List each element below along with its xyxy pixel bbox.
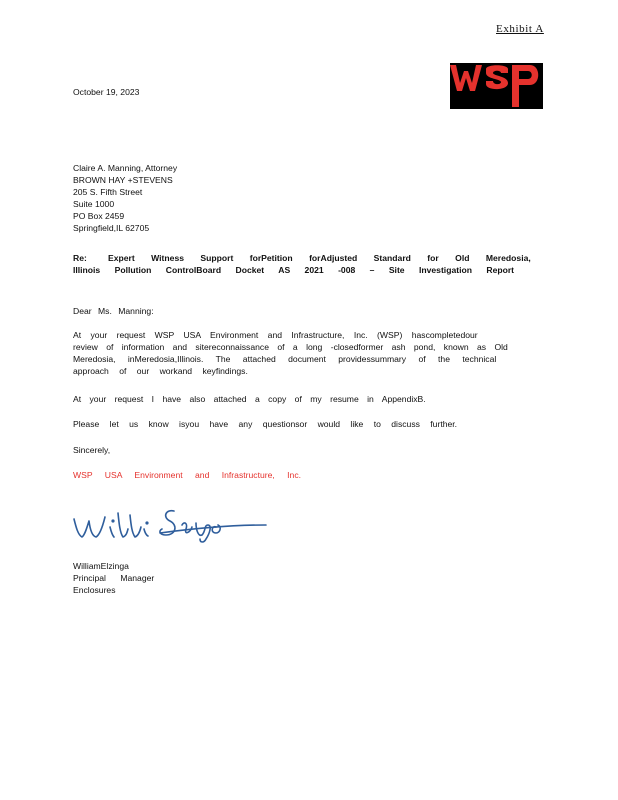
signer-name: WilliamElzinga [73,561,129,571]
company-name: WSP USA Environment and Infrastructure, Inc. [73,470,302,480]
recipient-line: Springfield,IL 62705 [73,223,150,233]
subject-line: Expert Witness Support forPetition forAdjusted Standard for Old Meredosia, [108,253,531,263]
signature-image [70,503,270,550]
exhibit-label: Exhibit A [496,23,544,35]
body-line: Meredosia, inMeredosia,Illinois. The attached document providessummary of the technical [73,354,497,364]
recipient-line: BROWN HAY +STEVENS [73,175,173,185]
signer-title: Principal Manager [73,573,155,583]
enclosures-label: Enclosures [73,585,116,595]
recipient-line: Suite 1000 [73,199,115,209]
recipient-line: Claire A. Manning, Attorney [73,163,178,173]
recipient-line: 205 S. Fifth Street [73,187,143,197]
wsp-logo-mark [450,63,543,109]
salutation: Dear Ms. Manning: [73,306,154,316]
subject-label: Re: [73,253,87,263]
body-line: At your request WSP USA Environment and Infrastructure, Inc. (WSP) hascompletedour [73,330,478,340]
wsp-logo [450,63,543,109]
body-paragraph-2: At your request I have also attached a copy of my resume in AppendixB. [73,394,426,404]
subject-line: Illinois Pollution ControlBoard Docket AS 2021 -008 – Site Investigation Report [73,265,515,275]
body-line: review of information and sitereconnaissance of a long -closedformer ash pond, known as Old [73,342,508,352]
closing: Sincerely, [73,445,111,455]
recipient-line: PO Box 2459 [73,211,125,221]
letter-date: October 19, 2023 [73,87,140,97]
body-paragraph-3: Please let us know isyou have any questionsor would like to discuss further. [73,419,458,429]
body-line: approach of our workand keyfindings. [73,366,248,376]
